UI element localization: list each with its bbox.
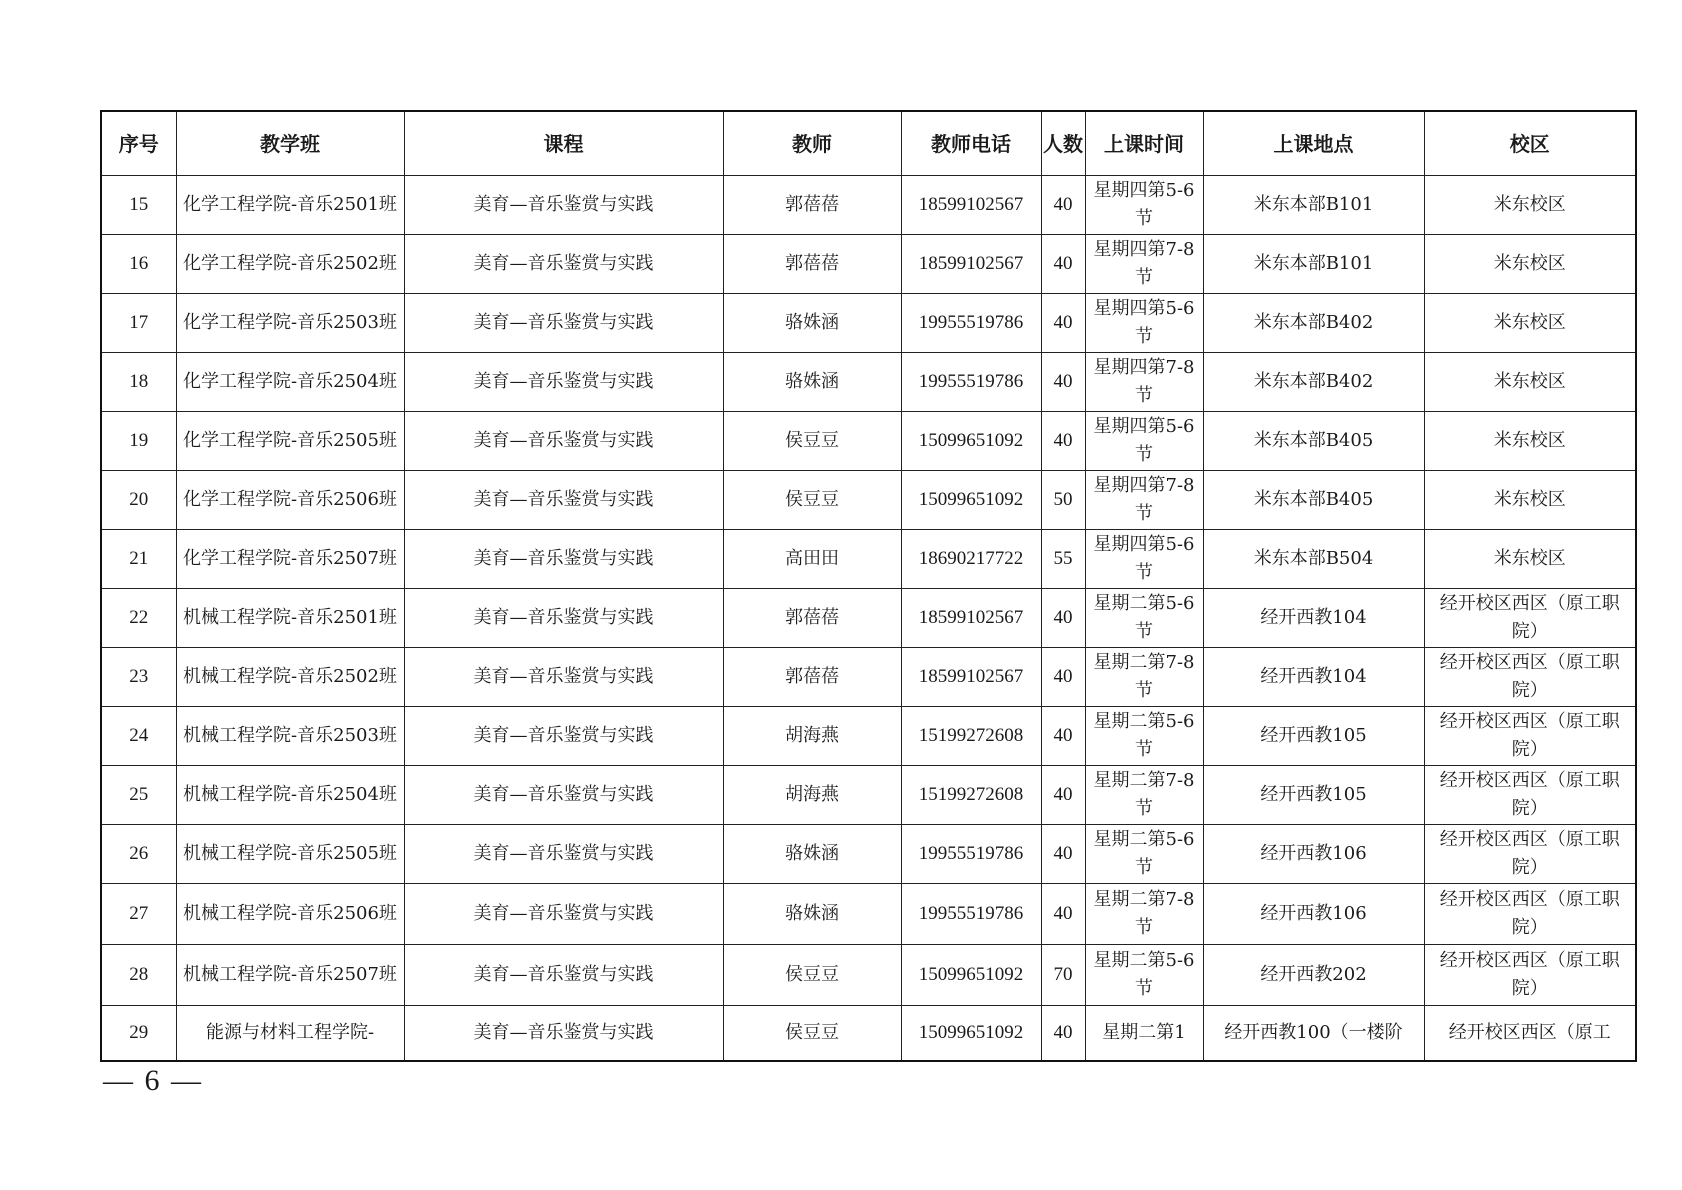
cell-course: 美育—音乐鉴赏与实践 xyxy=(404,353,723,412)
cell-course: 美育—音乐鉴赏与实践 xyxy=(404,945,723,1006)
cell-no: 16 xyxy=(101,235,176,294)
table-row xyxy=(101,235,1636,294)
cell-no: 23 xyxy=(101,648,176,707)
cell-count: 70 xyxy=(1041,945,1085,1006)
cell-class: 化学工程学院-音乐2506班 xyxy=(176,471,404,530)
cell-phone: 18599102567 xyxy=(901,235,1041,294)
header-count: 人数 xyxy=(1041,111,1085,176)
schedule-table xyxy=(100,110,1637,1062)
cell-campus: 米东校区 xyxy=(1424,471,1636,530)
cell-phone: 15099651092 xyxy=(901,412,1041,471)
cell-count: 40 xyxy=(1041,1006,1085,1061)
cell-phone: 15099651092 xyxy=(901,945,1041,1006)
cell-time: 星期四第5-6节 xyxy=(1085,530,1203,589)
header-no: 序号 xyxy=(101,111,176,176)
cell-place: 米东本部B405 xyxy=(1203,471,1424,530)
cell-class: 化学工程学院-音乐2505班 xyxy=(176,412,404,471)
cell-course: 美育—音乐鉴赏与实践 xyxy=(404,1006,723,1061)
cell-campus: 米东校区 xyxy=(1424,353,1636,412)
cell-class: 机械工程学院-音乐2503班 xyxy=(176,707,404,766)
cell-place: 米东本部B405 xyxy=(1203,412,1424,471)
cell-teacher: 骆姝涵 xyxy=(723,825,901,884)
cell-time: 星期二第7-8节 xyxy=(1085,766,1203,825)
cell-campus: 米东校区 xyxy=(1424,235,1636,294)
cell-course: 美育—音乐鉴赏与实践 xyxy=(404,825,723,884)
cell-teacher: 郭蓓蓓 xyxy=(723,176,901,235)
cell-course: 美育—音乐鉴赏与实践 xyxy=(404,589,723,648)
cell-no: 22 xyxy=(101,589,176,648)
cell-class: 化学工程学院-音乐2501班 xyxy=(176,176,404,235)
cell-count: 40 xyxy=(1041,766,1085,825)
cell-time: 星期四第5-6节 xyxy=(1085,294,1203,353)
cell-no: 28 xyxy=(101,945,176,1006)
cell-time: 星期二第5-6节 xyxy=(1085,945,1203,1006)
cell-course: 美育—音乐鉴赏与实践 xyxy=(404,471,723,530)
cell-phone: 18599102567 xyxy=(901,176,1041,235)
cell-place: 米东本部B101 xyxy=(1203,176,1424,235)
cell-time: 星期二第5-6节 xyxy=(1085,707,1203,766)
cell-count: 40 xyxy=(1041,589,1085,648)
cell-class: 化学工程学院-音乐2504班 xyxy=(176,353,404,412)
cell-teacher: 郭蓓蓓 xyxy=(723,589,901,648)
cell-place: 经开西教105 xyxy=(1203,766,1424,825)
header-course: 课程 xyxy=(404,111,723,176)
cell-no: 15 xyxy=(101,176,176,235)
cell-campus: 米东校区 xyxy=(1424,530,1636,589)
cell-class: 机械工程学院-音乐2506班 xyxy=(176,884,404,945)
cell-count: 40 xyxy=(1041,353,1085,412)
cell-no: 20 xyxy=(101,471,176,530)
cell-phone: 15199272608 xyxy=(901,707,1041,766)
table-row xyxy=(101,589,1636,648)
cell-no: 19 xyxy=(101,412,176,471)
cell-time: 星期四第7-8节 xyxy=(1085,471,1203,530)
cell-phone: 19955519786 xyxy=(901,884,1041,945)
cell-phone: 19955519786 xyxy=(901,353,1041,412)
cell-phone: 19955519786 xyxy=(901,825,1041,884)
page-number: — 6 — xyxy=(103,1064,203,1097)
cell-no: 24 xyxy=(101,707,176,766)
cell-class: 机械工程学院-音乐2504班 xyxy=(176,766,404,825)
cell-count: 40 xyxy=(1041,176,1085,235)
cell-time: 星期二第5-6节 xyxy=(1085,589,1203,648)
cell-class: 机械工程学院-音乐2502班 xyxy=(176,648,404,707)
cell-place: 经开西教202 xyxy=(1203,945,1424,1006)
cell-place: 米东本部B101 xyxy=(1203,235,1424,294)
cell-count: 40 xyxy=(1041,294,1085,353)
table-row xyxy=(101,884,1636,945)
header-teacher: 教师 xyxy=(723,111,901,176)
cell-course: 美育—音乐鉴赏与实践 xyxy=(404,530,723,589)
cell-time: 星期四第5-6节 xyxy=(1085,412,1203,471)
cell-time: 星期四第7-8节 xyxy=(1085,353,1203,412)
table-row xyxy=(101,825,1636,884)
cell-place: 经开西教100（一楼阶 xyxy=(1203,1006,1424,1061)
cell-place: 米东本部B402 xyxy=(1203,294,1424,353)
table-row xyxy=(101,176,1636,235)
cell-course: 美育—音乐鉴赏与实践 xyxy=(404,766,723,825)
cell-place: 经开西教104 xyxy=(1203,648,1424,707)
header-time: 上课时间 xyxy=(1085,111,1203,176)
cell-course: 美育—音乐鉴赏与实践 xyxy=(404,884,723,945)
cell-teacher: 郭蓓蓓 xyxy=(723,648,901,707)
cell-class: 化学工程学院-音乐2502班 xyxy=(176,235,404,294)
cell-place: 米东本部B402 xyxy=(1203,353,1424,412)
cell-place: 经开西教106 xyxy=(1203,825,1424,884)
cell-teacher: 郭蓓蓓 xyxy=(723,235,901,294)
cell-no: 27 xyxy=(101,884,176,945)
cell-class: 机械工程学院-音乐2507班 xyxy=(176,945,404,1006)
cell-no: 21 xyxy=(101,530,176,589)
table-row xyxy=(101,945,1636,1006)
cell-time: 星期四第7-8节 xyxy=(1085,235,1203,294)
cell-time: 星期二第7-8节 xyxy=(1085,884,1203,945)
cell-teacher: 侯豆豆 xyxy=(723,945,901,1006)
cell-place: 经开西教106 xyxy=(1203,884,1424,945)
cell-course: 美育—音乐鉴赏与实践 xyxy=(404,707,723,766)
cell-phone: 18690217722 xyxy=(901,530,1041,589)
cell-no: 18 xyxy=(101,353,176,412)
table-row xyxy=(101,530,1636,589)
cell-campus: 经开校区西区（原工职院） xyxy=(1424,589,1636,648)
cell-teacher: 骆姝涵 xyxy=(723,294,901,353)
header-class: 教学班 xyxy=(176,111,404,176)
cell-class: 机械工程学院-音乐2505班 xyxy=(176,825,404,884)
cell-phone: 19955519786 xyxy=(901,294,1041,353)
header-row xyxy=(101,111,1636,176)
cell-class: 机械工程学院-音乐2501班 xyxy=(176,589,404,648)
cell-course: 美育—音乐鉴赏与实践 xyxy=(404,648,723,707)
cell-count: 40 xyxy=(1041,648,1085,707)
cell-no: 26 xyxy=(101,825,176,884)
table-row xyxy=(101,707,1636,766)
cell-teacher: 骆姝涵 xyxy=(723,353,901,412)
cell-teacher: 骆姝涵 xyxy=(723,884,901,945)
header-place: 上课地点 xyxy=(1203,111,1424,176)
cell-count: 40 xyxy=(1041,884,1085,945)
cell-count: 40 xyxy=(1041,412,1085,471)
cell-campus: 米东校区 xyxy=(1424,412,1636,471)
table-row xyxy=(101,294,1636,353)
cell-phone: 15099651092 xyxy=(901,471,1041,530)
cell-course: 美育—音乐鉴赏与实践 xyxy=(404,235,723,294)
cell-campus: 经开校区西区（原工职院） xyxy=(1424,648,1636,707)
table-row xyxy=(101,648,1636,707)
cell-count: 40 xyxy=(1041,707,1085,766)
table-body xyxy=(101,176,1636,1061)
cell-phone: 15199272608 xyxy=(901,766,1041,825)
cell-time: 星期二第1 xyxy=(1085,1006,1203,1061)
cell-teacher: 胡海燕 xyxy=(723,707,901,766)
cell-campus: 经开校区西区（原工职院） xyxy=(1424,945,1636,1006)
table-row xyxy=(101,766,1636,825)
cell-class: 化学工程学院-音乐2507班 xyxy=(176,530,404,589)
cell-campus: 经开校区西区（原工职院） xyxy=(1424,884,1636,945)
table-row xyxy=(101,412,1636,471)
schedule-table-wrapper xyxy=(100,110,1635,1062)
cell-teacher: 高田田 xyxy=(723,530,901,589)
cell-campus: 经开校区西区（原工职院） xyxy=(1424,825,1636,884)
cell-no: 25 xyxy=(101,766,176,825)
cell-time: 星期二第5-6节 xyxy=(1085,825,1203,884)
cell-count: 40 xyxy=(1041,825,1085,884)
cell-course: 美育—音乐鉴赏与实践 xyxy=(404,294,723,353)
cell-teacher: 侯豆豆 xyxy=(723,1006,901,1061)
cell-campus: 经开校区西区（原工职院） xyxy=(1424,707,1636,766)
cell-place: 经开西教105 xyxy=(1203,707,1424,766)
header-campus: 校区 xyxy=(1424,111,1636,176)
table-row xyxy=(101,1006,1636,1061)
cell-phone: 18599102567 xyxy=(901,589,1041,648)
cell-no: 29 xyxy=(101,1006,176,1061)
cell-count: 50 xyxy=(1041,471,1085,530)
cell-course: 美育—音乐鉴赏与实践 xyxy=(404,176,723,235)
cell-campus: 经开校区西区（原工职院） xyxy=(1424,766,1636,825)
cell-phone: 18599102567 xyxy=(901,648,1041,707)
cell-teacher: 侯豆豆 xyxy=(723,412,901,471)
cell-campus: 米东校区 xyxy=(1424,294,1636,353)
cell-no: 17 xyxy=(101,294,176,353)
header-phone: 教师电话 xyxy=(901,111,1041,176)
cell-teacher: 侯豆豆 xyxy=(723,471,901,530)
cell-time: 星期二第7-8节 xyxy=(1085,648,1203,707)
cell-course: 美育—音乐鉴赏与实践 xyxy=(404,412,723,471)
cell-place: 经开西教104 xyxy=(1203,589,1424,648)
cell-phone: 15099651092 xyxy=(901,1006,1041,1061)
cell-class: 化学工程学院-音乐2503班 xyxy=(176,294,404,353)
cell-campus: 米东校区 xyxy=(1424,176,1636,235)
cell-teacher: 胡海燕 xyxy=(723,766,901,825)
cell-count: 55 xyxy=(1041,530,1085,589)
cell-place: 米东本部B504 xyxy=(1203,530,1424,589)
cell-class: 能源与材料工程学院- xyxy=(176,1006,404,1061)
cell-time: 星期四第5-6节 xyxy=(1085,176,1203,235)
table-row xyxy=(101,353,1636,412)
cell-campus: 经开校区西区（原工 xyxy=(1424,1006,1636,1061)
table-row xyxy=(101,471,1636,530)
cell-count: 40 xyxy=(1041,235,1085,294)
